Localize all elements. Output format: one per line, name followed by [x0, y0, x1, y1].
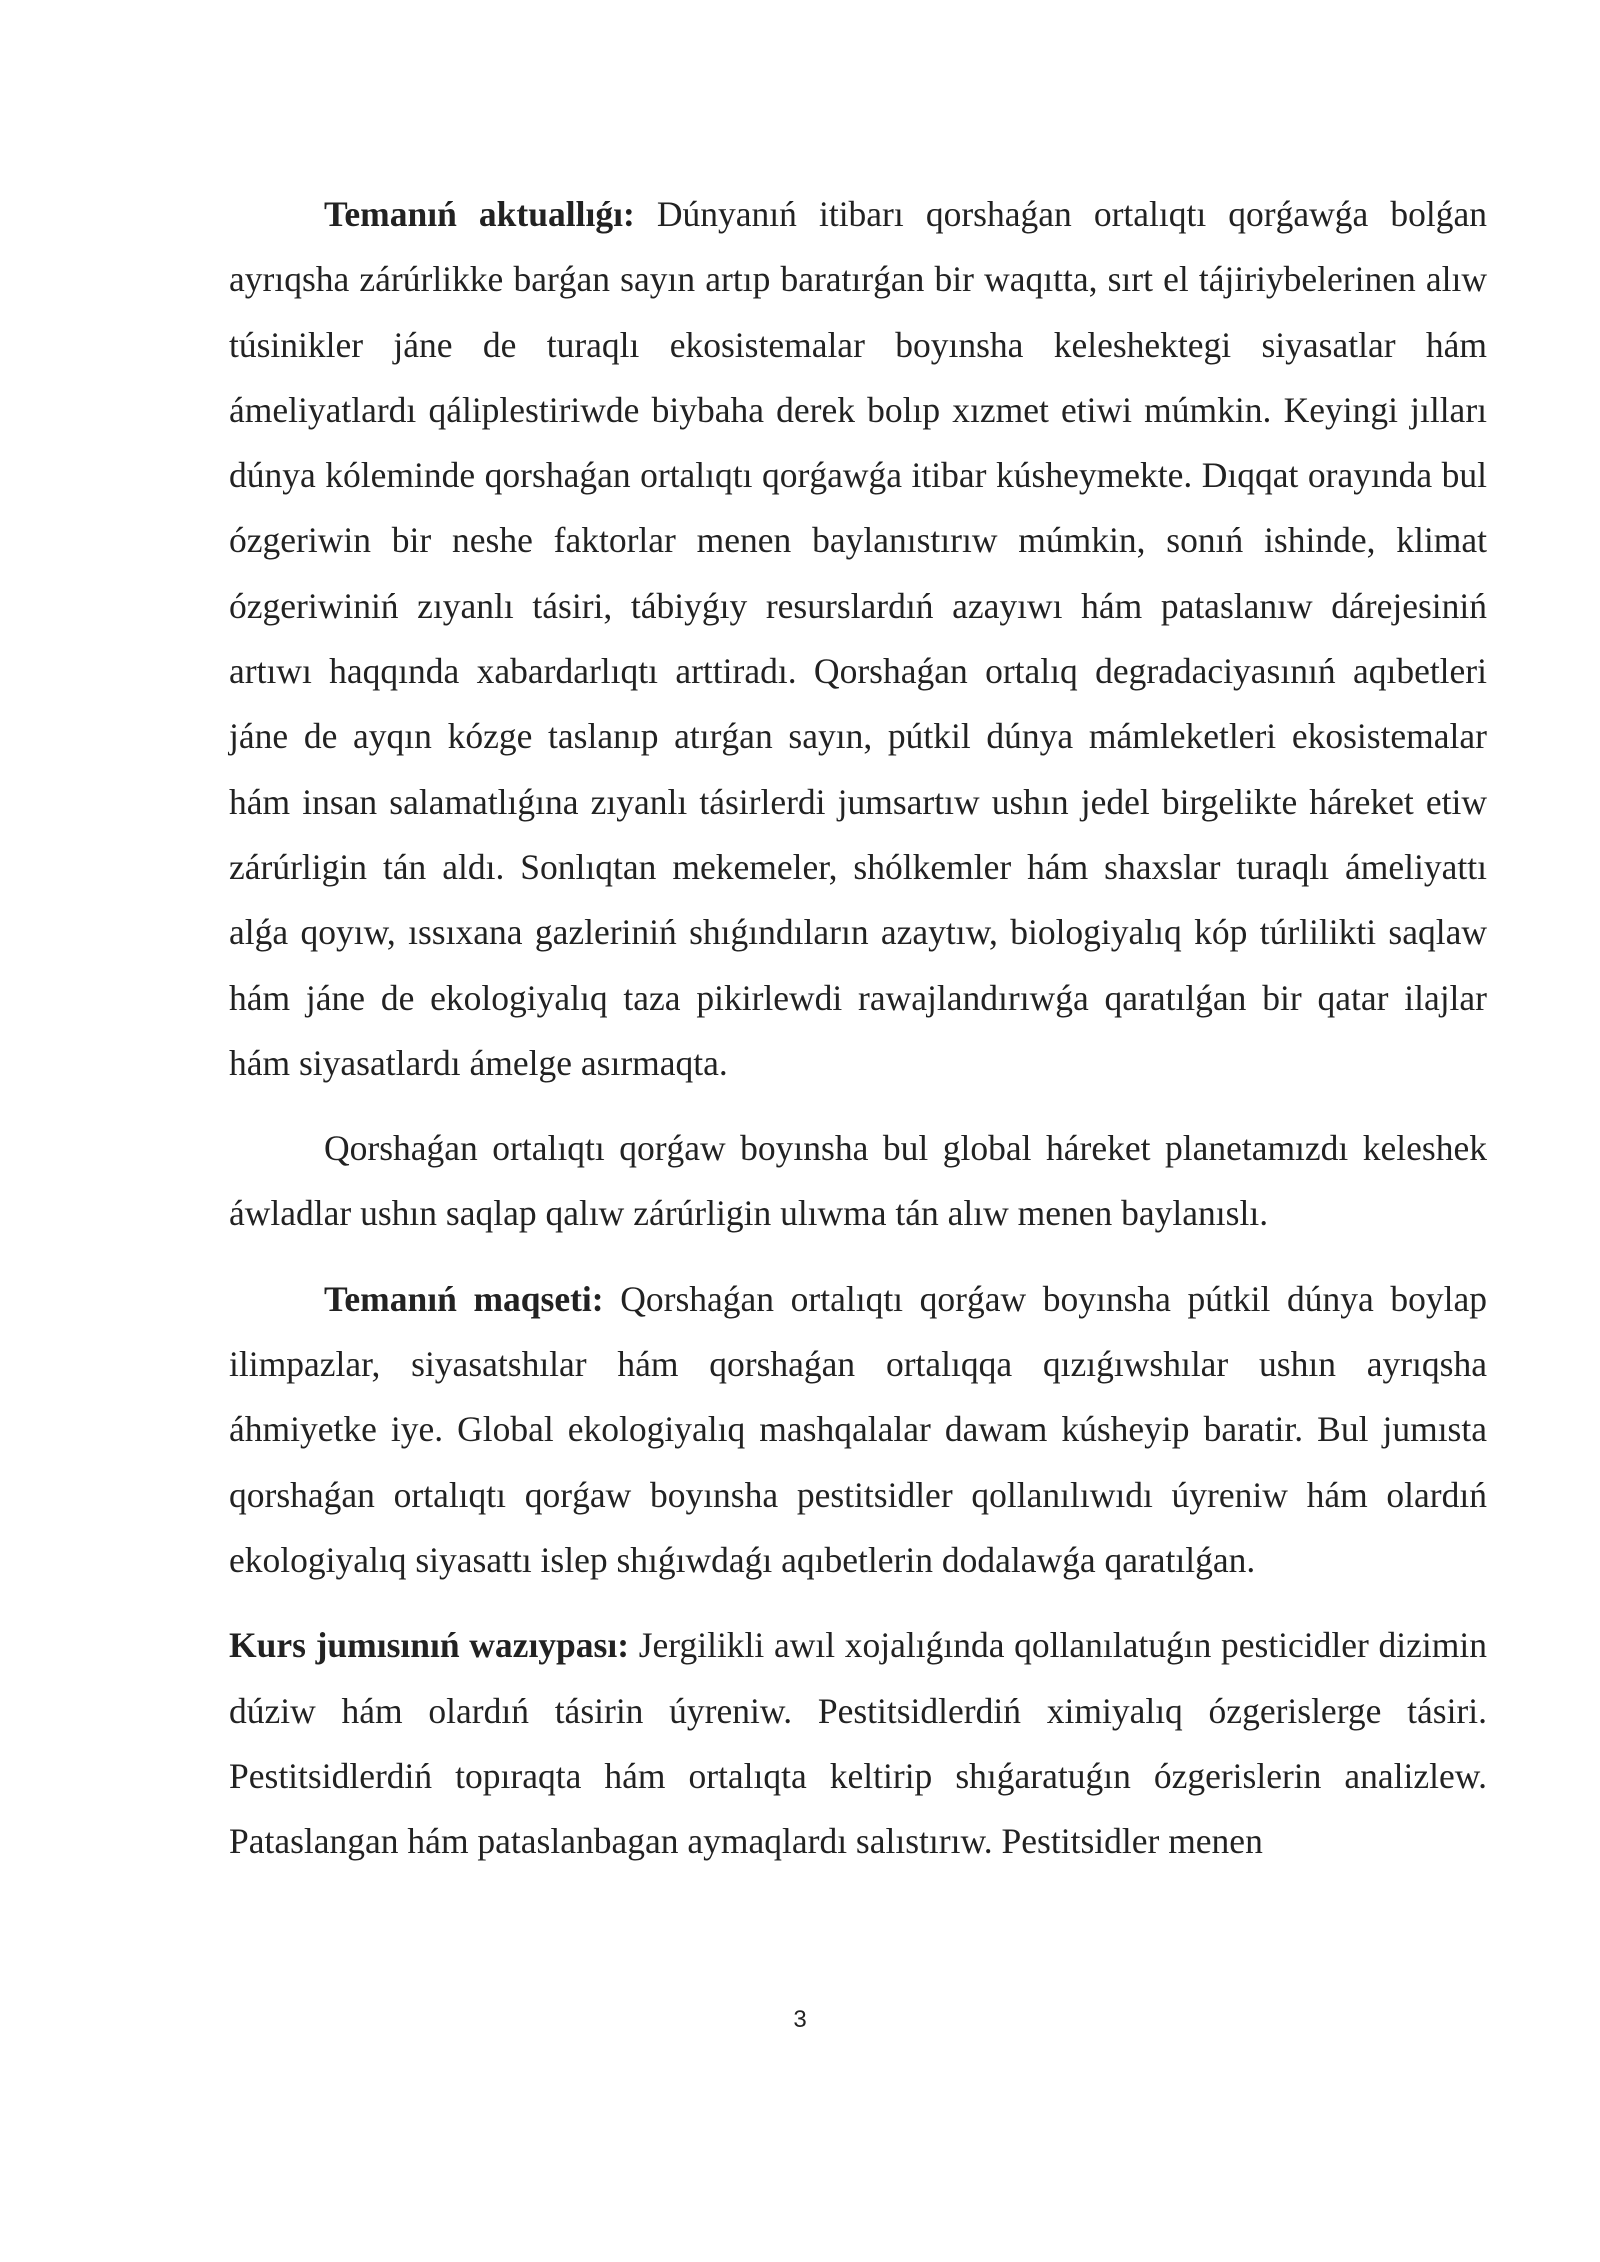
paragraph-global-movement-text: Qorshaǵan ortalıqtı qorǵaw boyınsha bul global háreket planetamızdı keleshek áwladlar ushın saqlap qalıw zárúrligin ulıwma tán alıw menen baylanıslı.	[229, 1128, 1487, 1234]
paragraph-relevance-text: Dúnyanıń itibarı qorshaǵan ortalıqtı qorǵawǵa bolǵan ayrıqsha zárúrlikke barǵan sayın artıp baratırǵan bir waqıtta, sırt el tájiriybelerinen alıw túsinikler jáne de turaqlı ekosistemalar boyınsha keleshektegi siyasatlar hám ámeliyatlardı qáliplestiriwde biybaha derek bolıp xızmet etiwi múmkin. Keyingi jılları dúnya kóleminde qorshaǵan ortalıqtı qorǵawǵa itibar kúsheymekte. Dıqqat orayında bul ózgeriwin bir neshe faktorlar menen baylanıstırıw múmkin, sonıń ishinde, klimat ózgeriwiniń zıyanlı tásiri, tábiyǵıy resurslardıń azayıwı hám pataslanıw dárejesiniń artıwı haqqında xabardarlıqtı arttiradı. Qorshaǵan ortalıq degradaciyasınıń aqıbetleri jáne de ayqın kózge taslanıp atırǵan sayın, pútkil dúnya mámleketleri ekosistemalar hám insan salamatlıǵına zıyanlı tásirlerdi jumsartıw ushın jedel birgelikte háreket etiw zárúrligin tán aldı. Sonlıqtan mekemeler, shólkemler hám shaxslar turaqlı ámeliyattı alǵa qoyıw, ıssıxana gazleriniń shıǵındıların azaytıw, biologiyalıq kóp túrlilikti saqlaw hám jáne de ekologiyalıq taza pikirlewdi rawajlandırıwǵa qaratılǵan bir qatar ilajlar hám siyasatlardı ámelge asırmaqta.	[229, 194, 1487, 1083]
paragraph-tasks-text: Jergilikli awıl xojalıǵında qollanılatuǵın pesticidler dizimin dúziw hám olardıń tásirin úyreniw. Pestitsidlerdiń ximiyalıq ózgerislerge tásiri. Pestitsidlerdiń topıraqta hám ortalıqta keltirip shıǵaratuǵın ózgerislerin analizlew. Pataslangan hám pataslanbagan aymaqlardı salıstırıw. Pestitsidler menen	[229, 1625, 1487, 1862]
heading-tasks: Kurs jumısınıń wazıypası:	[229, 1625, 630, 1666]
heading-relevance: Temanıń aktuallıǵı:	[324, 194, 635, 234]
paragraph-goal	[229, 1267, 1487, 1593]
paragraph-goal-text: Qorshaǵan ortalıqtı qorǵaw boyınsha pútkil dúnya boylap ilimpazlar, siyasatshılar hám qorshaǵan ortalıqqa qızıǵıwshılar ushın ayrıqsha áhmiyetke iye. Global ekologiyalıq mashqalalar dawam kúsheyip baratir. Bul jumısta qorshaǵan ortalıqtı qorǵaw boyınsha pestitsidler qollanılıwıdı úyreniw hám olardıń ekologiyalıq siyasattı islep shıǵıwdaǵı aqıbetlerin dodalawǵa qaratılǵan.	[229, 1278, 1488, 1580]
paragraph-relevance	[229, 182, 1487, 1096]
page-number: 3	[793, 2006, 807, 2033]
paragraph-tasks	[229, 1613, 1487, 1874]
paragraph-global-movement	[229, 1116, 1487, 1247]
heading-goal: Temanıń maqseti:	[324, 1278, 604, 1319]
body-text	[229, 182, 1487, 1894]
